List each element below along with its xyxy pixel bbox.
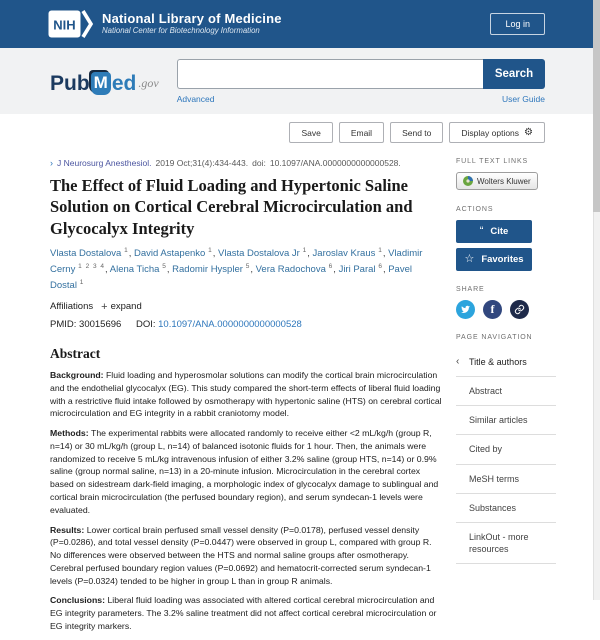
nih-logo-icon <box>48 9 93 39</box>
author-link[interactable]: David Astapenko <box>134 248 206 260</box>
nih-text-block <box>102 12 282 36</box>
user-guide-link[interactable]: User Guide <box>502 94 545 104</box>
full-text-links-heading: FULL TEXT LINKS <box>456 158 529 165</box>
expand-affiliations-button[interactable] <box>101 301 142 313</box>
page-nav-item[interactable] <box>456 377 556 406</box>
page-nav-item[interactable] <box>456 494 556 523</box>
authors-list: Vlasta Dostalova $^1$, David Astapenko $^1$, Vlasta Dostalova Jr $^1$, Jaroslav Kraus $^1$, Vladimir Cerny $^{1 2 3 4}$, Alena Ticha $^5$, Radomir Hyspler $^5$, Vera Radochova $^6$, Jiri Paral $^6$, Pavel Dostal $^1$ <box>50 247 423 292</box>
doi-label: DOI: <box>135 318 156 330</box>
author-affiliation-sup[interactable]: 1 <box>375 247 383 255</box>
page-nav-item[interactable] <box>456 435 556 464</box>
page-navigation-heading: PAGE NAVIGATION <box>456 334 533 341</box>
wolters-kluwer-label: Wolters Kluwer <box>477 176 531 186</box>
author-link[interactable]: Jaroslav Kraus <box>312 248 376 260</box>
doi-link[interactable]: 10.1097/ANA.0000000000000528 <box>158 318 302 330</box>
pubmed-logo-ed: ed <box>111 71 137 95</box>
permalink-share-button[interactable] <box>510 300 529 319</box>
save-button-label: Save <box>301 127 321 138</box>
abstract-section-label: Results: <box>50 524 87 535</box>
advanced-search-link[interactable]: Advanced <box>176 94 215 104</box>
doi-inline-label: doi: <box>252 158 266 168</box>
author-link[interactable]: Vera Radochova <box>255 264 326 276</box>
nlm-title: National Library of Medicine <box>102 11 282 27</box>
page-nav-item[interactable] <box>456 406 556 435</box>
gear-icon: ⚙ <box>524 127 533 138</box>
wolters-kluwer-button[interactable] <box>456 172 538 190</box>
full-text-links-block <box>456 158 556 191</box>
citation-text: 2019 Oct;31(4):434-443. <box>155 158 249 168</box>
cite-button-label: Cite <box>490 226 509 237</box>
abstract-paragraph: Results: Lower cortical brain perfused small vessel density (P=0.0178), perfused vessel density (P=0.0286), and total vessel density (P=0.0447) were observed in group L, compared with group R. No differences were observed between the HTS and normal saline groups after osmotherapy. Cerebral perfused boundary region values (P=0.0692) and hematocrit-corrected serum syndecan-1 levels (P=0.0324) tended to be higher in group L than in group R animals. <box>50 524 432 586</box>
pubmed-logo[interactable] <box>50 63 159 104</box>
page-navigation-list <box>456 348 556 564</box>
nih-header <box>0 0 600 48</box>
author-affiliation-sup[interactable]: 5 <box>242 263 251 271</box>
send-to-button-label: Send to <box>402 127 432 138</box>
identifiers-row <box>50 319 442 330</box>
quote-icon: “ <box>479 225 484 238</box>
favorites-button-label: Favorites <box>481 254 524 265</box>
search-input[interactable] <box>177 59 483 89</box>
author-link[interactable]: Pavel Dostal <box>50 264 412 292</box>
facebook-icon: f <box>490 302 495 316</box>
search-column <box>177 59 545 104</box>
abstract-paragraph: Conclusions: Liberal fluid loading was associated with altered cortical cerebral microcirculation and EG integrity parameters. The 3.2% saline treatment did not affect cortical cerebral microcirculation or EG integrity markers. <box>50 595 437 631</box>
abstract-body <box>50 369 442 633</box>
page-nav-item-label: LinkOut - more resources <box>469 531 529 554</box>
right-sidebar <box>456 158 556 640</box>
pubmed-logo-pub: Pub <box>50 71 90 95</box>
save-button[interactable] <box>289 122 332 143</box>
author-link[interactable]: Vlasta Dostalova <box>50 248 122 260</box>
abstract-paragraph: Background: Fluid loading and hyperosmolar solutions can modify the cortical brain microcirculation and the endothelial glycocalyx (EG). This study compared the short-term effects of liberal fluid loading with a restrictive fluid intake followed by osmotherapy with hypertonic saline (HTS) on cerebral cortical microcirculation and EG integrity in a rabbit craniotomy model. <box>50 369 442 419</box>
page-nav-item-label: Substances <box>469 502 517 513</box>
send-to-button[interactable] <box>390 122 443 143</box>
chevron-right-icon: › <box>50 158 53 168</box>
star-icon: ☆ <box>464 253 475 266</box>
display-options-label: Display options <box>461 127 520 138</box>
author-affiliation-sup[interactable]: 1 2 3 4 <box>75 263 106 271</box>
doi-inline-value: 10.1097/ANA.0000000000000528. <box>269 158 401 168</box>
author-link[interactable]: Radomir Hyspler <box>172 264 243 276</box>
author-affiliation-sup[interactable]: 1 <box>121 247 129 255</box>
login-button[interactable]: Log in <box>490 13 545 35</box>
favorites-button[interactable] <box>456 248 532 271</box>
svg-text:NIH: NIH <box>53 17 76 33</box>
author-affiliation-sup[interactable]: 1 <box>76 279 85 287</box>
author-affiliation-sup[interactable]: 6 <box>325 263 334 271</box>
ncbi-subtitle: National Center for Biotechnology Information <box>102 25 260 35</box>
search-section <box>0 48 600 114</box>
abstract-section-label: Methods: <box>50 428 92 439</box>
page-navigation-block <box>456 334 556 564</box>
article-main-column <box>50 158 442 640</box>
actions-heading: ACTIONS <box>456 206 494 213</box>
expand-label: expand <box>110 301 142 313</box>
share-block <box>456 286 556 319</box>
page-nav-item-label: Title & authors <box>469 357 527 367</box>
author-link[interactable]: Vladimir Cerny <box>50 248 423 276</box>
page-nav-item[interactable] <box>456 465 556 494</box>
page-nav-item-label: Abstract <box>469 386 503 397</box>
search-button[interactable]: Search <box>483 59 545 89</box>
wolters-kluwer-globe-icon <box>463 176 473 186</box>
affiliations-label: Affiliations <box>50 301 94 313</box>
page-nav-item-label: Cited by <box>469 444 503 455</box>
chevron-left-icon: ‹ <box>456 356 460 367</box>
cite-button[interactable] <box>456 220 532 243</box>
plus-icon: + <box>101 300 108 313</box>
link-icon <box>514 304 525 315</box>
content-area <box>0 152 600 640</box>
email-button[interactable] <box>339 122 384 143</box>
page-nav-item[interactable] <box>456 523 556 564</box>
scrollbar-track[interactable] <box>593 0 600 600</box>
page-nav-item[interactable] <box>456 348 556 377</box>
pmid-value: 30015696 <box>79 318 122 330</box>
nih-logo[interactable] <box>48 9 282 39</box>
journal-link[interactable]: J Neurosurg Anesthesiol. <box>57 158 152 168</box>
scrollbar-thumb[interactable] <box>593 0 600 212</box>
share-heading: SHARE <box>456 286 485 293</box>
author-affiliation-sup[interactable]: 1 <box>205 247 213 255</box>
pmid-label: PMID: <box>50 318 77 330</box>
search-links-row <box>177 94 545 104</box>
display-options-button[interactable] <box>449 122 545 143</box>
abstract-section-label: Conclusions: <box>50 595 108 606</box>
twitter-share-button[interactable] <box>456 300 475 319</box>
actions-block <box>456 206 556 271</box>
article-toolbar <box>0 114 600 152</box>
page-nav-item-label: MeSH terms <box>469 473 520 484</box>
article-title: The Effect of Fluid Loading and Hypertonic Saline Solution on Cortical Cerebral Microcirculation and Glycocalyx Integrity <box>50 176 413 238</box>
twitter-icon <box>460 304 471 315</box>
page-nav-item-label: Similar articles <box>469 415 528 426</box>
abstract-section-label: Background: <box>50 369 106 380</box>
facebook-share-button[interactable] <box>483 300 502 319</box>
share-icons-row <box>456 300 556 319</box>
citation-line <box>50 158 442 168</box>
author-affiliation-sup[interactable]: 1 <box>299 247 308 255</box>
email-button-label: Email <box>350 127 373 138</box>
author-link[interactable]: Vlasta Dostalova Jr <box>218 248 300 260</box>
pubmed-logo-gov: .gov <box>138 76 159 90</box>
author-link[interactable]: Alena Ticha <box>109 264 160 276</box>
affiliations-row <box>50 301 442 313</box>
pubmed-logo-book-icon: M <box>91 72 111 95</box>
author-link[interactable]: Jiri Paral <box>338 264 376 276</box>
abstract-heading: Abstract <box>50 345 101 361</box>
author-affiliation-sup[interactable]: 5 <box>159 263 167 271</box>
author-affiliation-sup[interactable]: 6 <box>375 263 383 271</box>
abstract-paragraph: Methods: The experimental rabbits were allocated randomly to receive either <2 mL/kg/h (group R, n=14) or 30 mL/kg/h (group L, n=14) of balanced isotonic fluids for 1 hour. Then, the animals were randomized to receive 5 mL/kg intravenous infusion of either 3.2% saline (group HTS, n=14) or 0.9% saline (group normal saline, n=13) in a 20-minute infusion. Microcirculation in the cerebral cortex based on sidestream dark-field imaging, a morphologic index of glycocalyx damage to sublingual and cortical brain microcirculation (the perfused boundary region), and serum syndecan-1 levels were evaluated. <box>50 428 439 515</box>
